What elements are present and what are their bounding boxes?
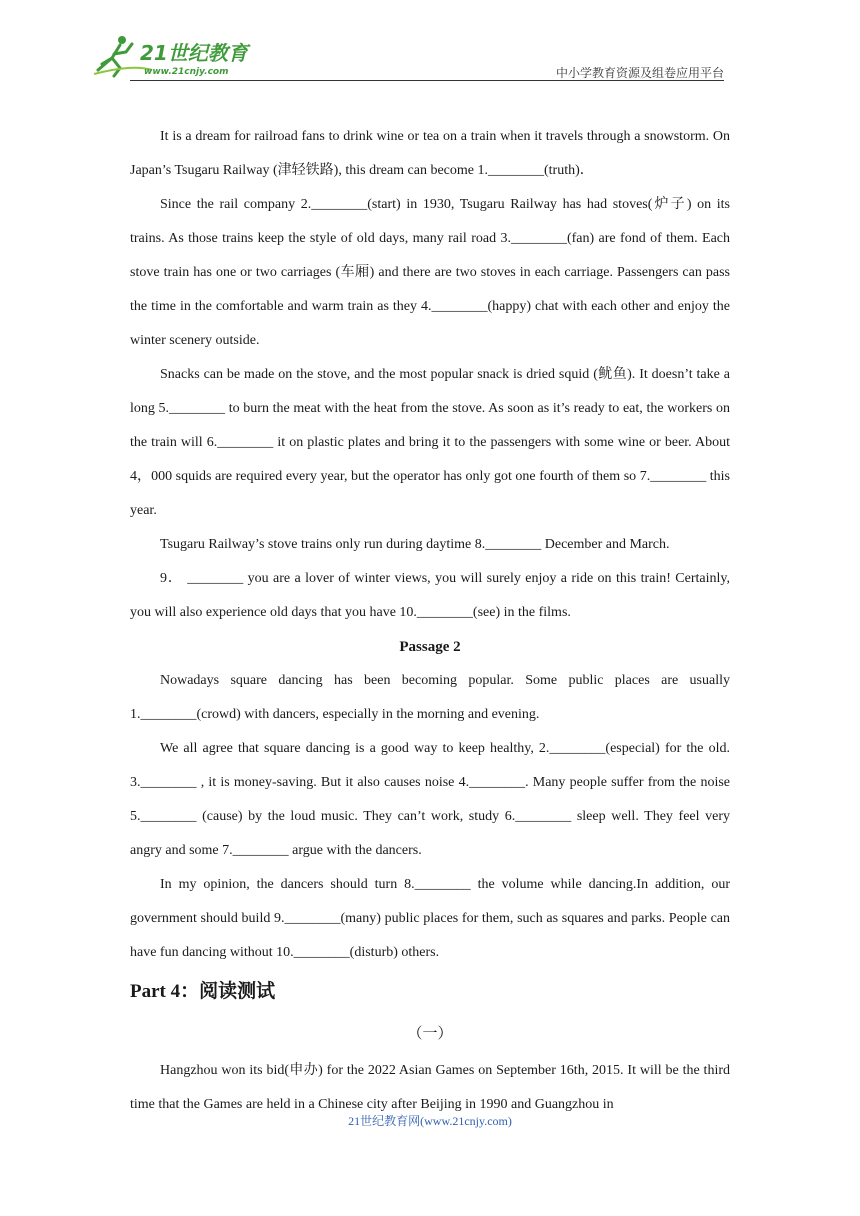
- passage2-paragraph: In my opinion, the dancers should turn 8.________ the volume while dancing.In addition, our government should build 9.________(many) public places for them, such as squares and parks. People can have fun dancing without 10.________(disturb) others.: [130, 877, 730, 960]
- page-footer: 21世纪教育网(www.21cnjy.com): [348, 1114, 512, 1128]
- passage1-paragraph: It is a dream for railroad fans to drink wine or tea on a train when it travels through a snowstorm. On Japan’s Tsugaru Railway (津轻铁路), this dream can become 1.________(truth)．: [130, 129, 730, 178]
- passage1-paragraph: 9． ________ you are a lover of winter views, you will surely enjoy a ride on this train! Certainly, you will also experience old days that you have 10.________(see) in the films.: [130, 571, 730, 620]
- passage2-paragraph: Nowadays square dancing has been becoming popular. Some public places are usually 1.________(crowd) with dancers, especially in the morning and evening.: [130, 673, 730, 722]
- part4-title: Part 4：阅读测试: [130, 981, 276, 1002]
- logo-text: 21世纪教育: [140, 41, 248, 65]
- passage1-paragraph: Since the rail company 2.________(start) in 1930, Tsugaru Railway has had stoves(炉子) on its trains. As those trains keep the style of old days, many rail road 3.________(fan) are fond of them. Each stove train has one or two carriages (车厢) and there are two stoves in each carriage. Passengers can pass the time in the comfortable and warm train as they 4.________(happy) chat with each other and enjoy the winter scenery outside.: [130, 197, 730, 348]
- passage2-title: Passage 2: [399, 639, 461, 655]
- platform-name: 中小学教育资源及组卷应用平台: [555, 66, 724, 80]
- logo-21cnjy: [92, 34, 262, 78]
- part4-paragraph: Hangzhou won its bid(申办) for the 2022 Asian Games on September 16th, 2015. It will be the third time that the Games are held in a Chinese city after Beijing in 1990 and Guangzhou in: [130, 1063, 730, 1112]
- part4-subtitle: （一）: [407, 1026, 453, 1042]
- passage1-paragraph: Snacks can be made on the stove, and the most popular snack is dried squid (鱿鱼). It doesn’t take a long 5.________ to burn the meat with the heat from the stove. As soon as it’s ready to eat, the workers on the train will 6.________ it on plastic plates and bring it to the passengers with some wine or beer. About 4，000 squids are required every year, but the operator has only got one fourth of them so 7.________ this year.: [130, 367, 730, 518]
- page-header: [92, 30, 724, 82]
- header-divider: [130, 80, 724, 81]
- document-body: [130, 120, 730, 1122]
- passage2-paragraph: We all agree that square dancing is a good way to keep healthy, 2.________(especial) for the old. 3.________ , it is money-saving. But it also causes noise 4.________. Many people suffer from the noise 5.________ (cause) by the loud music. They can’t work, study 6.________ sleep well. They feel very angry and some 7.________ argue with the dancers.: [130, 741, 730, 858]
- passage1-paragraph: Tsugaru Railway’s stove trains only run during daytime 8.________ December and March.: [160, 537, 670, 552]
- logo-url: www.21cnjy.com: [144, 67, 229, 77]
